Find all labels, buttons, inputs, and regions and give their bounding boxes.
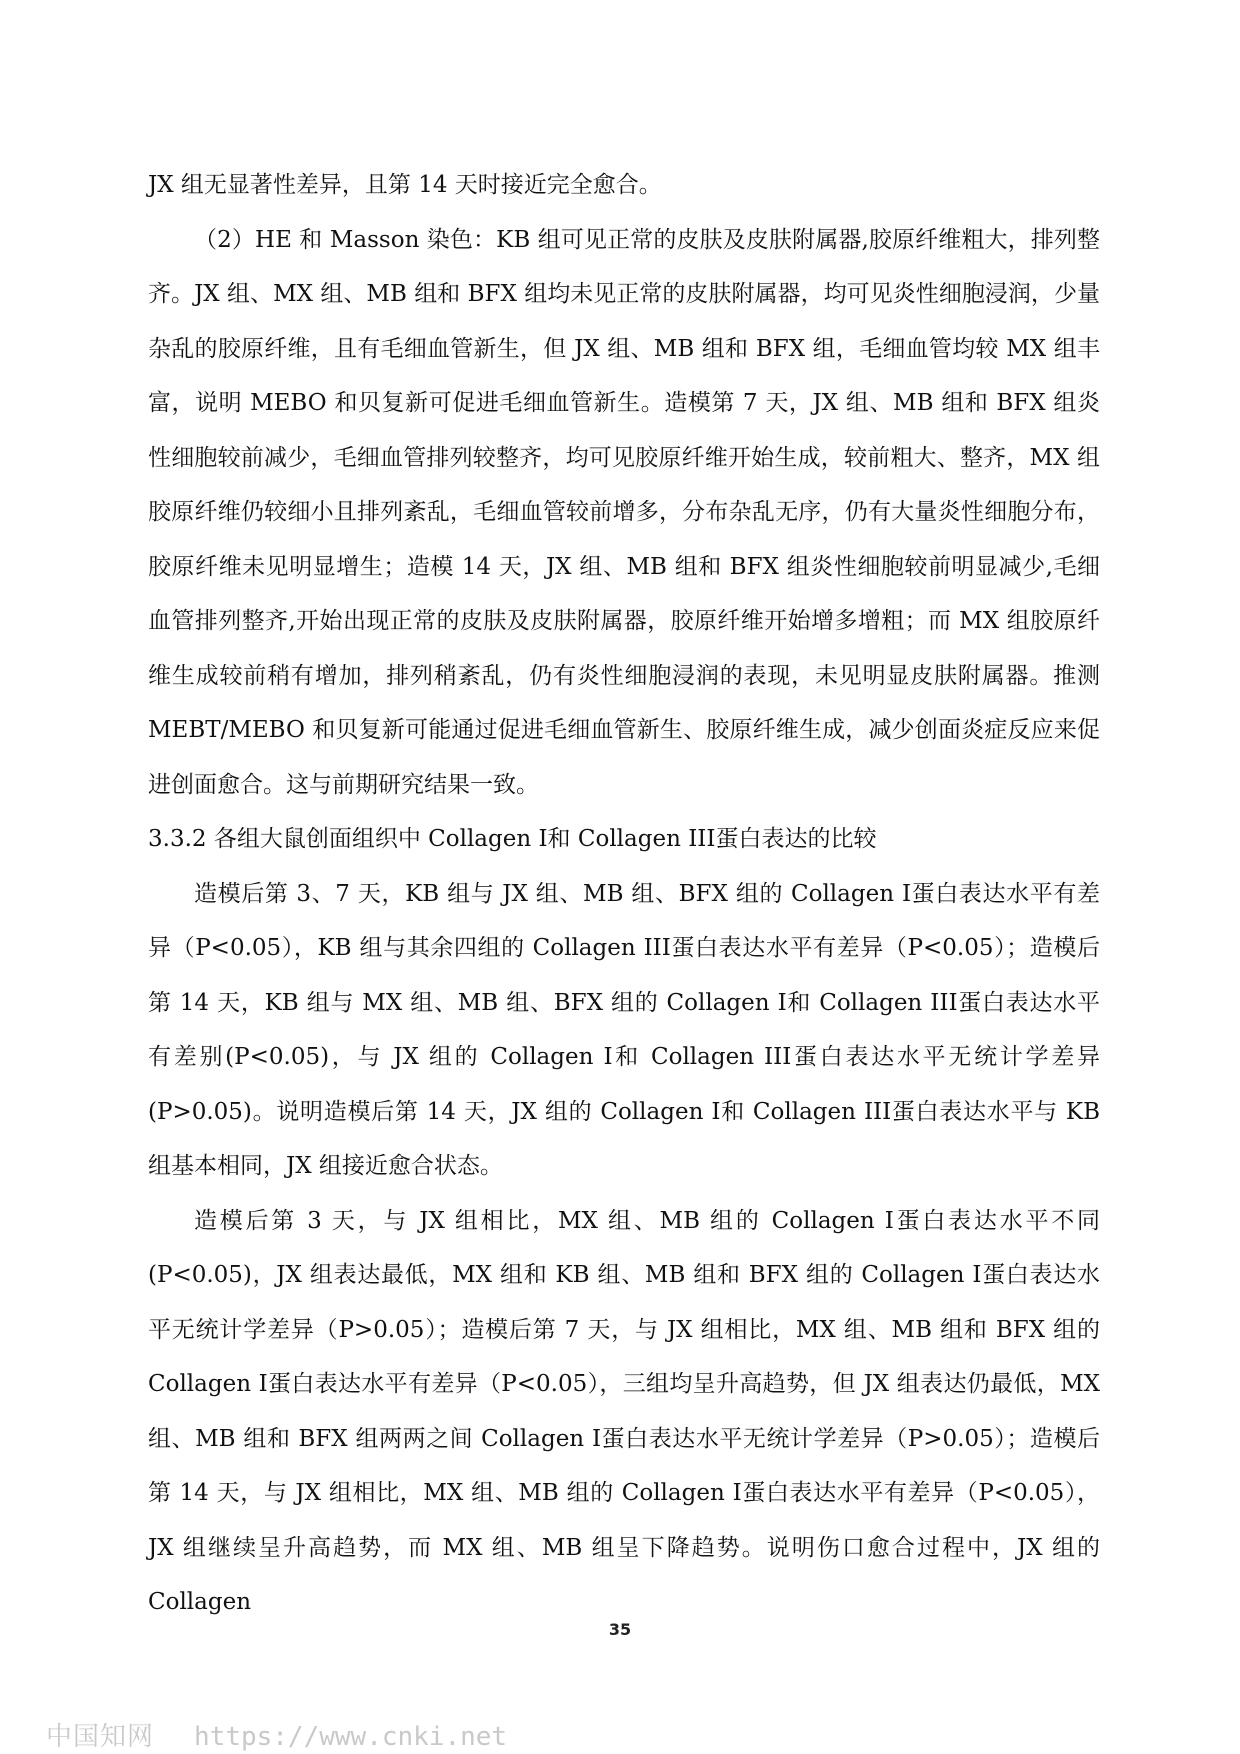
body-text <box>148 158 1100 1630</box>
paragraph-collagen-jx-comparison: 造模后第 3 天，与 JX 组相比，MX 组、MB 组的 Collagen I蛋白表达水平不同(P<0.05)，JX 组表达最低，MX 组和 KB 组、MB 组和 BFX 组的 Collagen I蛋白表达水平无统计学差异（P>0.05）；造模后第 7 天，与 JX 组相比，MX 组、MB 组和 BFX 组的 Collagen I蛋白表达水平有差异（P<0.05），三组均呈升高趋势，但 JX 组表达仍最低，MX 组、MB 组和 BFX 组两两之间 Collagen I蛋白表达水平无统计学差异（P>0.05）；造模后第 14 天，与 JX 组相比，MX 组、MB 组的 Collagen I蛋白表达水平有差异（P<0.05），JX 组继续呈升高趋势，而 MX 组、MB 组呈下降趋势。说明伤口愈合过程中，JX 组的 Collagen <box>148 1207 1100 1615</box>
page-number: 35 <box>608 1620 632 1639</box>
watermark-site-name: 中国知网 <box>46 1722 155 1752</box>
section-heading-3-3-2: 3.3.2 各组大鼠创面组织中 Collagen I和 Collagen III蛋白表达的比较 <box>148 826 877 852</box>
paragraph-he-masson-staining: （2）HE 和 Masson 染色：KB 组可见正常的皮肤及皮肤附属器,胶原纤维粗大，排列整齐。JX 组、MX 组、MB 组和 BFX 组均未见正常的皮肤附属器，均可见炎性细胞浸润，少量杂乱的胶原纤维，且有毛细血管新生，但 JX 组、MB 组和 BFX 组，毛细血管均较 MX 组丰富，说明 MEBO 和贝复新可促进毛细血管新生。造模第 7 天，JX 组、MB 组和 BFX 组炎性细胞较前减少，毛细血管排列较整齐，均可见胶原纤维开始生成，较前粗大、整齐，MX 组胶原纤维仍较细小且排列紊乱，毛细血管较前增多，分布杂乱无序，仍有大量炎性细胞分布，胶原纤维未见明显增生；造模 14 天，JX 组、MB 组和 BFX 组炎性细胞较前明显减少,毛细血管排列整齐,开始出现正常的皮肤及皮肤附属器，胶原纤维开始增多增粗；而 MX 组胶原纤维生成较前稍有增加，排列稍紊乱，仍有炎性细胞浸润的表现，未见明显皮肤附属器。推测 MEBT/MEBO 和贝复新可能通过促进毛细血管新生、胶原纤维生成，减少创面炎症反应来促进创面愈合。这与前期研究结果一致。 <box>148 226 1100 798</box>
cnki-watermark <box>46 1716 507 1753</box>
paragraph-continuation: JX 组无显著性差异，且第 14 天时接近完全愈合。 <box>148 172 662 198</box>
watermark-url: https://www.cnki.net <box>194 1722 508 1752</box>
paragraph-collagen-kb-comparison: 造模后第 3、7 天，KB 组与 JX 组、MB 组、BFX 组的 Collagen I蛋白表达水平有差异（P<0.05），KB 组与其余四组的 Collagen III蛋白表达水平有差异（P<0.05）；造模后第 14 天，KB 组与 MX 组、MB 组、BFX 组的 Collagen I和 Collagen III蛋白表达水平有差别(P<0.05)，与 JX 组的 Collagen I和 Collagen III蛋白表达水平无统计学差异(P>0.05)。说明造模后第 14 天，JX 组的 Collagen I和 Collagen III蛋白表达水平与 KB 组基本相同，JX 组接近愈合状态。 <box>148 880 1100 1179</box>
